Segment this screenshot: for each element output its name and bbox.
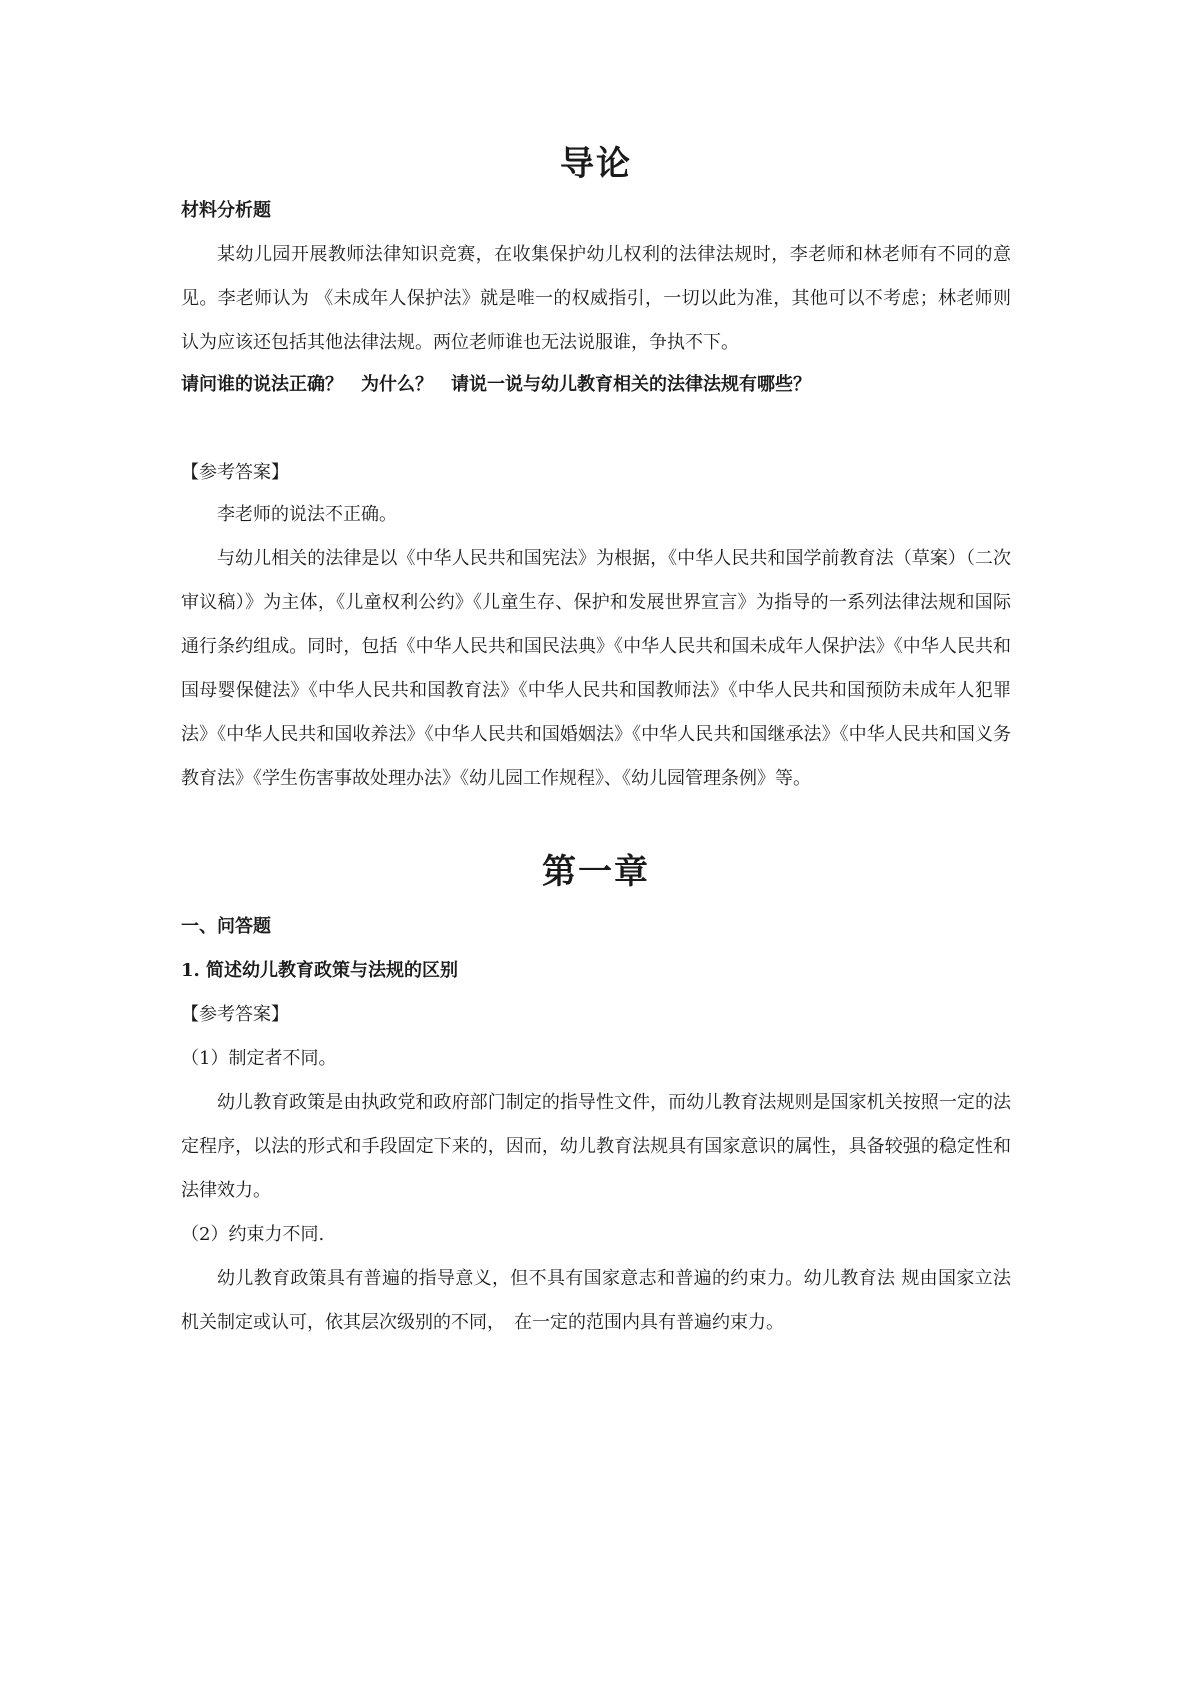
question-text: 请问谁的说法正确？ 为什么？ 请说一说与幼儿教育相关的法律法规有哪些？ [181,374,811,395]
chapter-1-title: 第一章 [542,852,650,892]
material-paragraph: 某幼儿园开展教师法律知识竞赛，在收集保护幼儿权利的法律法规时，李老师和林老师有不同的意见。李老师认为 《未成年人保护法》就是唯一的权威指引，一切以此为准，其他可以不考虑；林老师则认为应该还包括其他法律法规。两位老师谁也无法说服谁，争执不下。 [181,244,1011,353]
document-page [181,0,1011,1345]
point-2-text: 幼儿教育政策具有普遍的指导意义，但不具有国家意志和普遍的约束力。幼儿教育法 规由国家立法机关制定或认可，依其层次级别的不同， 在一定的范围内具有普遍约束力。 [181,1268,1011,1333]
answer-line-1: 李老师的说法不正确。 [217,504,397,525]
intro-title: 导论 [560,144,632,184]
chapter1-answer-label: 【参考答案】 [181,1004,289,1025]
point-1-text: 幼儿教育政策是由执政党和政府部门制定的指导性文件，而幼儿教育法规则是国家机关按照一定的法定程序，以法的形式和手段固定下来的，因而，幼儿教育法规具有国家意识的属性，具备较强的稳定性和法律效力。 [181,1092,1011,1201]
point-2-heading: （2）约束力不同. [181,1224,325,1245]
point-1-heading: （1）制定者不同。 [181,1048,337,1069]
answer-label: 【参考答案】 [181,462,289,483]
question-1-heading: 1. 简述幼儿教育政策与法规的区别 [181,960,459,981]
answer-paragraph: 与幼儿相关的法律是以《中华人民共和国宪法》为根据，《中华人民共和国学前教育法（草案）（二次审议稿）》为主体，《儿童权利公约》《儿童生存、保护和发展世界宣言》为指导的一系列法律法规和国际通行条约组成。同时，包括《中华人民共和国民法典》《中华人民共和国未成年人保护法》《中华人民共和国母婴保健法》《中华人民共和国教育法》《中华人民共和国教师法》《中华人民共和国预防未成年人犯罪法》《中华人民共和国收养法》《中华人民共和国婚姻法》《中华人民共和国继承法》《中华人民共和国义务教育法》《学生伤害事故处理办法》《幼儿园工作规程》、《幼儿园管理条例》等。 [181,548,1011,789]
qa-section-heading: 一、问答题 [181,916,271,937]
material-analysis-heading: 材料分析题 [181,200,271,221]
